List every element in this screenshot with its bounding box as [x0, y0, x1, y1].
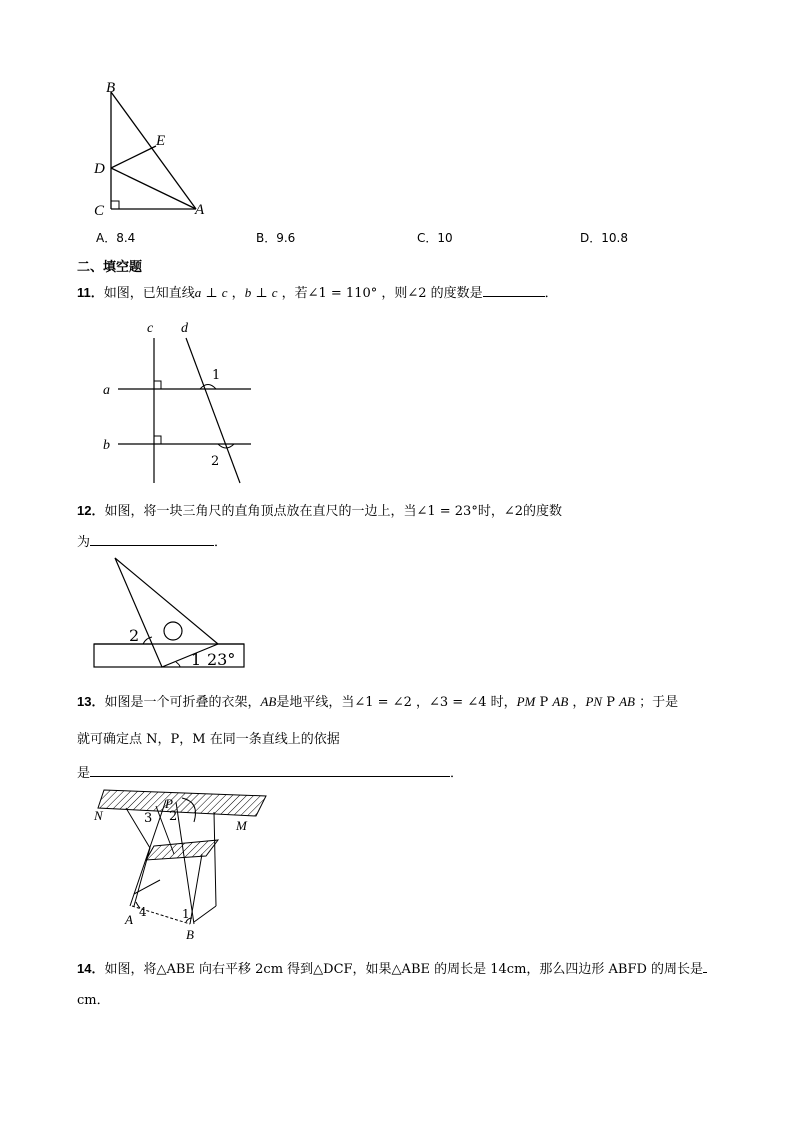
section-title: 二、填空题 — [77, 260, 143, 275]
answer-blank[interactable] — [703, 958, 707, 973]
label-a: A — [195, 202, 205, 218]
label-a: A — [125, 912, 133, 927]
right-angle-mark — [111, 201, 119, 209]
angle-3-label: 3 — [144, 811, 153, 826]
ruler-triangle-figure — [88, 552, 258, 677]
leg-left-b — [134, 848, 150, 906]
right-angle-mark — [154, 381, 161, 389]
angle-2-label: 2 — [211, 454, 220, 469]
angle-1-label: 1 — [191, 650, 202, 669]
angle-4-label: 4 — [139, 905, 147, 919]
label-d: D — [94, 161, 105, 177]
top-rack — [98, 790, 266, 816]
label-b: B — [186, 927, 194, 942]
leg-right-outer — [214, 812, 216, 906]
question-13-line2: 就可确定点 N，P，M 在同一条直线上的依据 — [77, 732, 340, 747]
label-b: B — [106, 80, 116, 96]
angle-2-label: 2 — [129, 626, 140, 645]
angle-2-label: 2 — [169, 809, 178, 824]
label-m: M — [236, 818, 247, 833]
question-11: 11．如图，已知直线a ⊥ c ，b ⊥ c ，若∠1 = 110° ，则∠2 的度数是 ． — [77, 282, 558, 301]
option-a: A．8.4 — [96, 231, 136, 245]
question-12-line2: 为 ． — [77, 531, 227, 550]
label-d: d — [181, 321, 188, 336]
question-number: 11． — [77, 285, 104, 300]
label-e: E — [156, 133, 166, 149]
right-angle-mark — [154, 436, 161, 444]
angle-1-label: 1 — [182, 907, 190, 921]
question-number: 13． — [77, 694, 105, 709]
clothes-rack-figure — [90, 782, 280, 942]
set-square — [115, 558, 218, 667]
question-12: 12．如图，将一块三角尺的直角顶点放在直尺的一边上，当∠1 = 23°时，∠2的度数 — [77, 503, 562, 519]
label-b: b — [103, 438, 110, 453]
angle-1-arc — [176, 662, 180, 667]
answer-blank[interactable] — [90, 762, 450, 777]
angle-1-label: 1 — [212, 368, 221, 383]
option-c: C．10 — [417, 231, 453, 245]
brace — [194, 906, 216, 922]
label-c: c — [147, 321, 154, 336]
question-13: 13．如图是一个可折叠的衣架，AB是地平线，当∠1 = ∠2 ，∠3 = ∠4 时，PM P AB ，PN P AB ；于是 — [77, 694, 679, 710]
segment-ba — [111, 92, 196, 209]
label-p: P — [165, 796, 173, 811]
label-n: N — [94, 808, 103, 823]
question-number: 12． — [77, 503, 105, 518]
question-14: 14．如图，将△ABE 向右平移 2cm 得到△DCF，如果△ABE 的周长是 14cm，那么四边形 ABFD 的周长是 — [77, 958, 707, 977]
question-13-line3: 是 ． — [77, 762, 463, 781]
leg-right-b — [190, 854, 202, 924]
segment-da — [111, 168, 196, 209]
option-b: B．9.6 — [256, 231, 296, 245]
answer-blank[interactable] — [483, 282, 545, 297]
question-14-line2: cm． — [77, 993, 110, 1008]
segment-de — [111, 146, 156, 168]
triangle-figure — [88, 78, 218, 223]
label-a: a — [103, 383, 110, 398]
parallel-lines-figure — [98, 318, 258, 488]
angle-value-label: 23° — [207, 650, 236, 669]
option-d: D．10.8 — [580, 231, 628, 245]
question-number: 14． — [77, 961, 105, 976]
label-c: C — [94, 203, 105, 219]
angle-1-arc — [200, 385, 216, 390]
answer-blank[interactable] — [90, 531, 214, 546]
leg-right — [176, 802, 194, 924]
